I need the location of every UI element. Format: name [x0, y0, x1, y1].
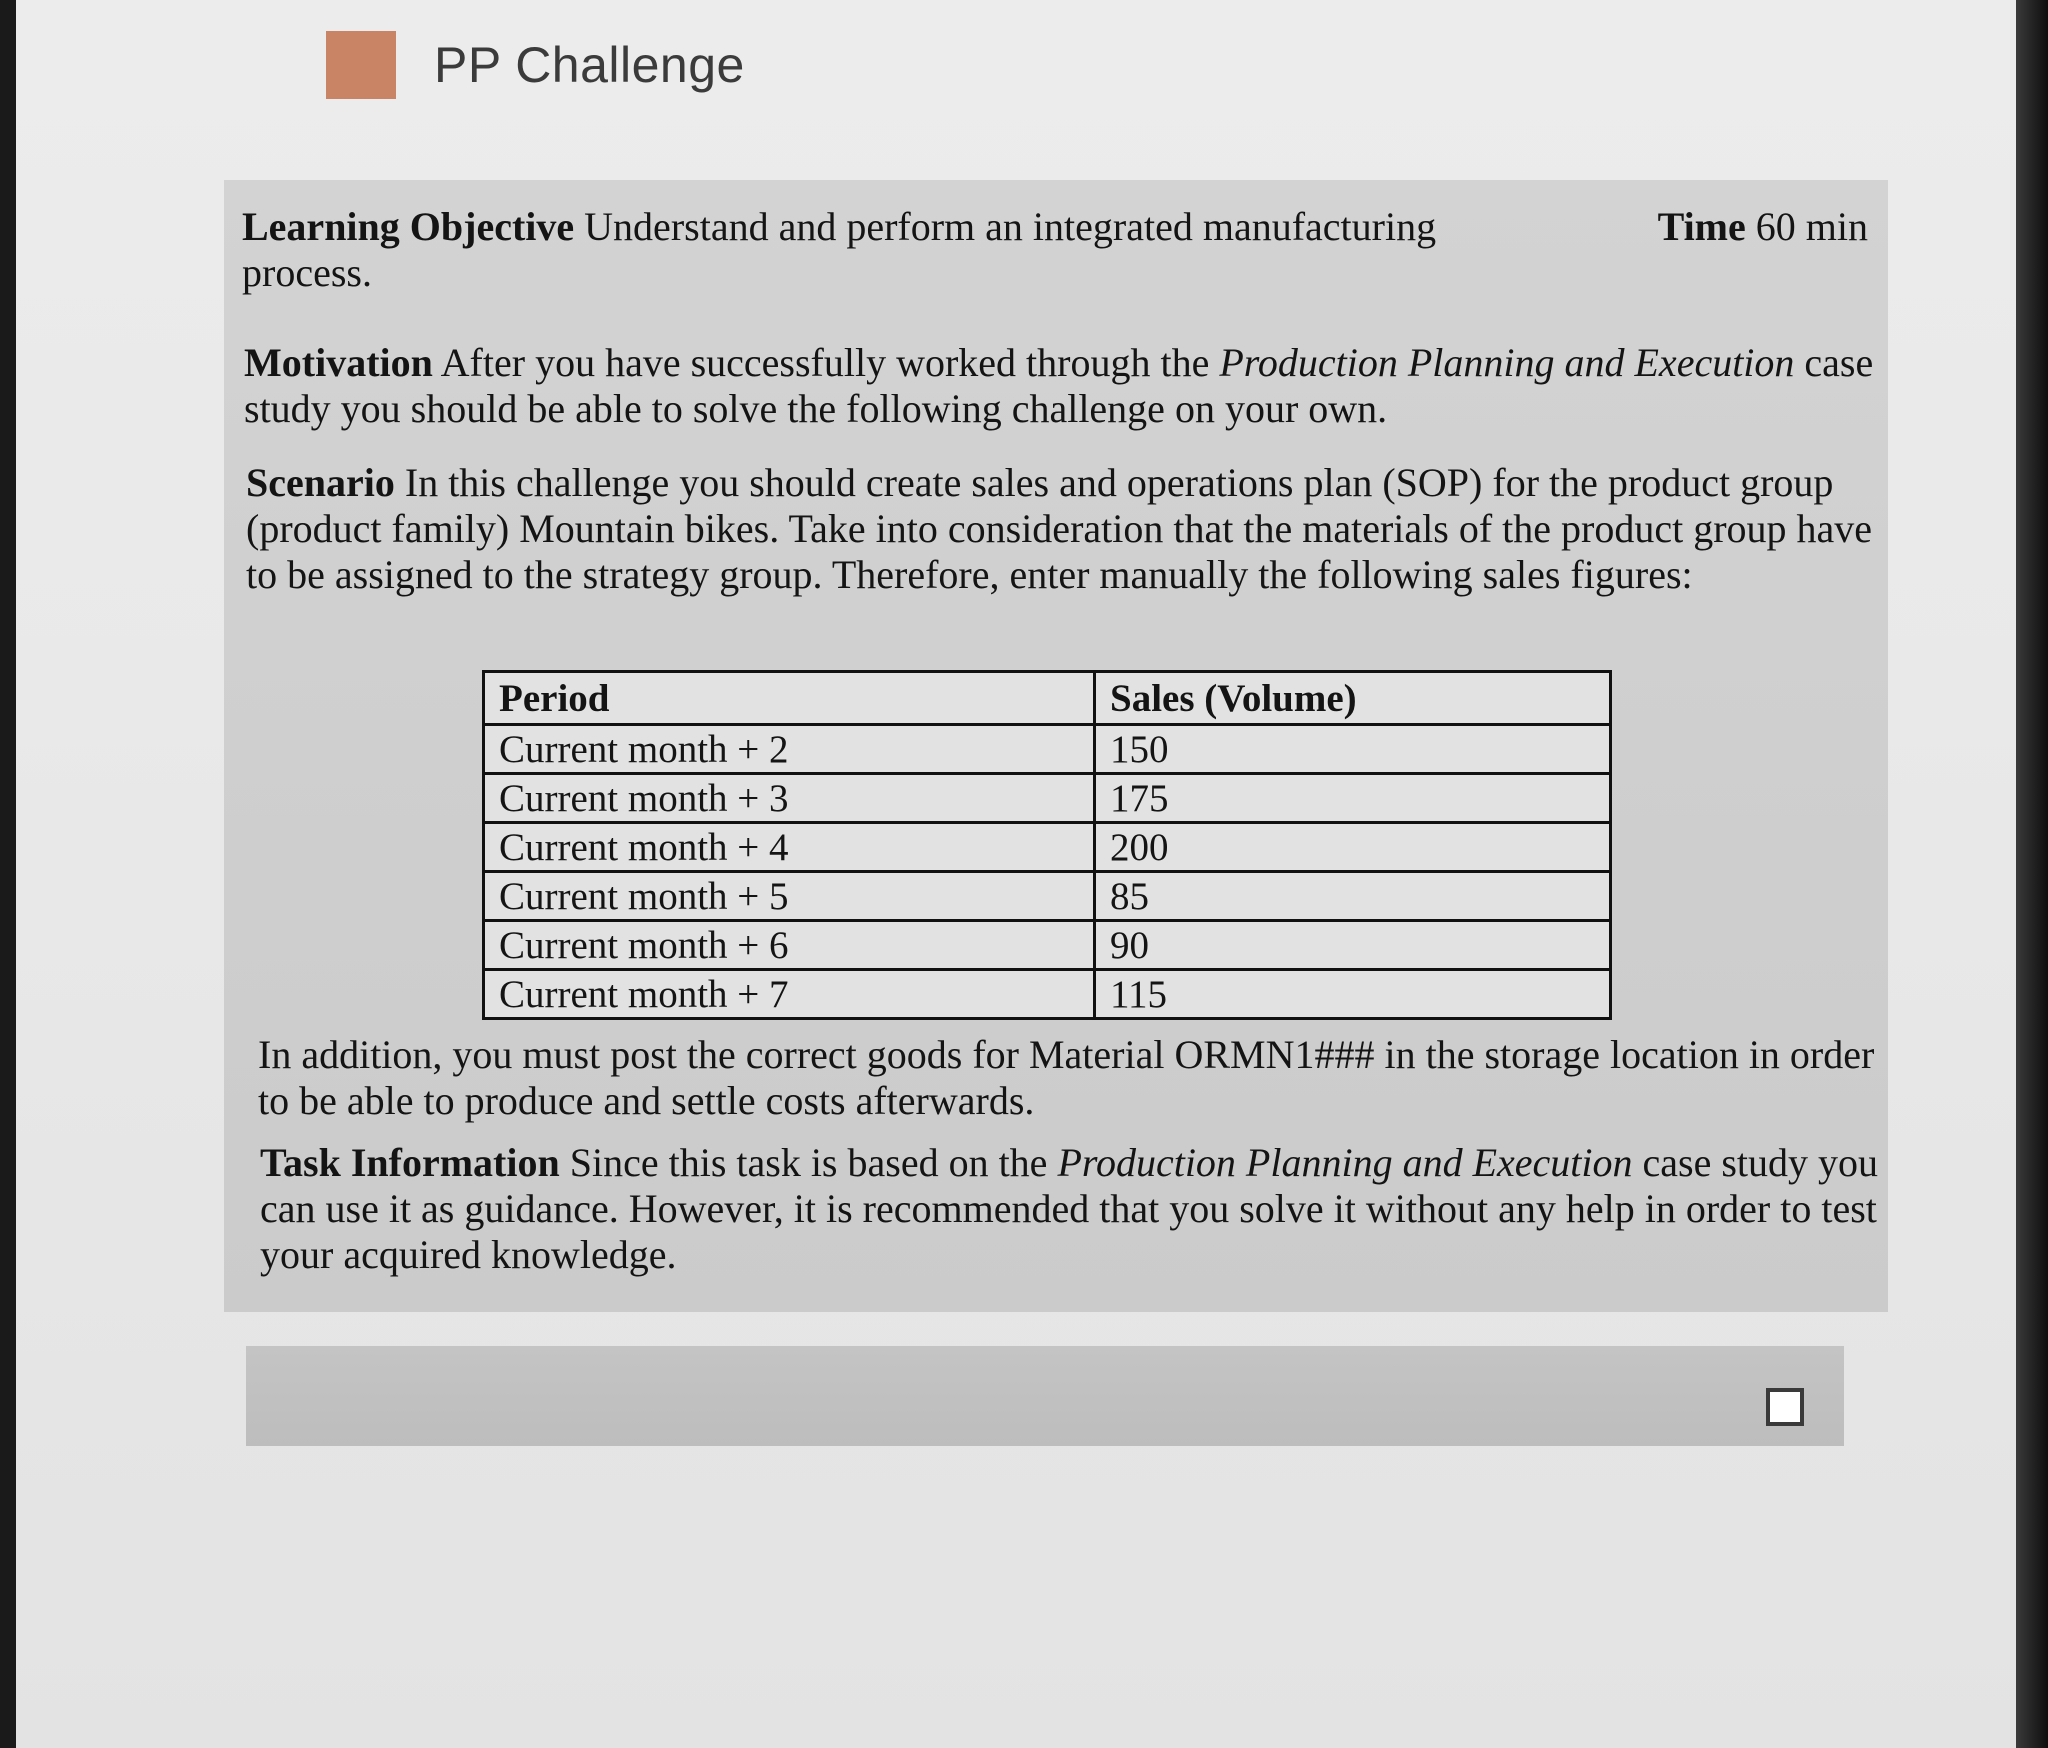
sales-table	[482, 670, 1612, 1020]
column-header-period: Period	[484, 672, 1095, 725]
sales-cell: 150	[1095, 725, 1611, 774]
column-header-sales: Sales (Volume)	[1095, 672, 1611, 725]
addition-paragraph: In addition, you must post the correct goods for Material ORMN1### in the storage location in order to be able to produce and settle costs afterwards.	[258, 1032, 1875, 1123]
table-row	[484, 970, 1611, 1019]
period-cell: Current month + 2	[484, 725, 1095, 774]
time-indicator	[1658, 204, 1868, 250]
motivation-emphasis: Production Planning and Execution	[1219, 340, 1795, 385]
motivation-text-after: case study you should be able to solve the following challenge on your own.	[244, 340, 1874, 431]
sales-cell: 90	[1095, 921, 1611, 970]
learning-objective-label: Learning Objective	[242, 204, 575, 249]
table-row	[484, 872, 1611, 921]
motivation-paragraph	[244, 340, 1874, 432]
learning-objective	[242, 204, 1562, 296]
completion-checkbox[interactable]	[1766, 1388, 1804, 1426]
table-header-row	[484, 672, 1611, 725]
page-header	[326, 30, 745, 100]
motivation-label: Motivation	[244, 340, 433, 385]
table-row	[484, 725, 1611, 774]
motivation-text-before: After you have successfully worked through the	[440, 340, 1210, 385]
challenge-card	[224, 180, 1888, 1312]
page-title: PP Challenge	[434, 37, 745, 93]
scenario-text: In this challenge you should create sales and operations plan (SOP) for the product group (product family) Mountain bikes. Take into consideration that the materials of the product group have to be assigned to the strategy group. Therefore, enter manually the following sales figures:	[246, 460, 1873, 597]
task-information-paragraph	[260, 1140, 1890, 1278]
time-value: 60 min	[1755, 204, 1868, 249]
period-cell: Current month + 3	[484, 774, 1095, 823]
period-cell: Current month + 4	[484, 823, 1095, 872]
table-row	[484, 823, 1611, 872]
screen	[16, 0, 2016, 1748]
monitor-bezel	[2016, 0, 2048, 1748]
completion-bar	[246, 1346, 1844, 1446]
task-information-emphasis: Production Planning and Execution	[1057, 1140, 1633, 1185]
time-label: Time	[1657, 204, 1746, 249]
period-cell: Current month + 5	[484, 872, 1095, 921]
scenario-paragraph	[246, 460, 1876, 598]
task-information-text-after: case study you can use it as guidance. However, it is recommended that you solve it without any help in order to test your acquired knowledge.	[260, 1140, 1879, 1277]
sales-table-container	[482, 670, 1612, 1020]
sales-cell: 175	[1095, 774, 1611, 823]
sales-cell: 115	[1095, 970, 1611, 1019]
sales-cell: 200	[1095, 823, 1611, 872]
period-cell: Current month + 7	[484, 970, 1095, 1019]
brand-logo-icon	[326, 31, 396, 99]
sales-cell: 85	[1095, 872, 1611, 921]
task-information-text-before: Since this task is based on the	[569, 1140, 1048, 1185]
scenario-label: Scenario	[246, 460, 395, 505]
period-cell: Current month + 6	[484, 921, 1095, 970]
learning-objective-text: Understand and perform an integrated manufacturing process.	[242, 204, 1437, 295]
table-row	[484, 921, 1611, 970]
task-information-label: Task Information	[260, 1140, 560, 1185]
table-row	[484, 774, 1611, 823]
